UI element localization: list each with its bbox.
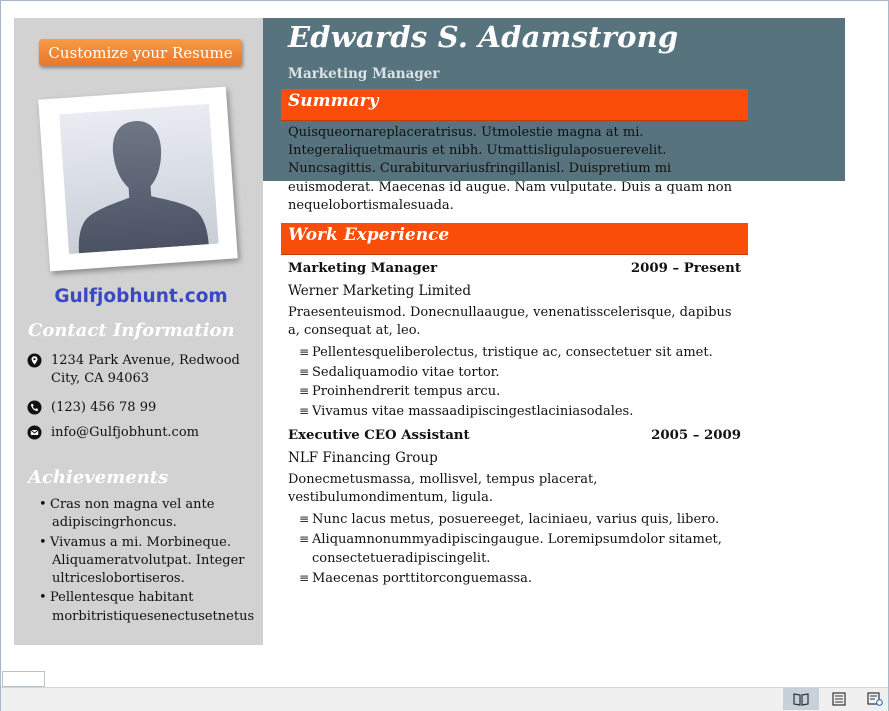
job-title: Marketing Manager [288,261,438,276]
list-item: ≡ Aliquamnonummyadipiscingaugue. Loremipsumdolor sitamet, consectetueradipiscingelit. [299,531,722,566]
job-description: Praesenteuismod. Donecnullaaugue, venenatisscelerisque, dapibus a, consequat at, leo. [288,305,732,339]
address-line-2: City, CA 94063 [51,371,150,386]
book-icon [793,692,809,706]
job-years: 2005 – 2009 [651,428,741,443]
job-title: Executive CEO Assistant [288,428,470,443]
map-marker-icon [27,353,42,368]
summary-heading: Summary [288,91,379,111]
phone-number: (123) 456 78 99 [51,400,157,415]
web-layout-button[interactable] [857,688,889,710]
contact-phone [27,399,156,417]
candidate-name: Edwards S. Adamstrong [288,20,679,54]
work-heading-bar [281,223,748,254]
summary-text: Quisqueornareplaceratrisus. Utmolestie magna at mi. Integeraliquetmauris et nibh. Utmattisligulaposuerevelit. Nuncsagittis. Curabiturvariusfringillanisl. Duispretium mi euismoderat. Maecenas id augue. Nam vulputate. Duis a quam non nequelobortismalesuada. [288,125,732,213]
list-item: ≡ Proinhendrerit tempus arcu. [299,384,501,399]
job-years: 2009 – Present [630,261,741,276]
customize-resume-button[interactable]: Customize your Resume [39,39,242,66]
achievement-item: • Pellentesque habitant morbitristiquesenectusetnetus [39,590,255,624]
work-heading: Work Experience [288,225,450,245]
achievement-item: • Cras non magna vel ante adipiscingrhoncus. [39,497,215,531]
read-mode-button[interactable] [783,688,819,710]
page-icon [831,692,847,706]
list-item: ≡ Maecenas porttitorconguemassa. [299,570,533,586]
list-item: ≡ Sedaliquamodio vitae tortor. [299,364,500,380]
phone-icon [27,400,42,415]
candidate-role: Marketing Manager [288,66,440,82]
horizontal-scrollbar[interactable] [2,671,45,687]
list-item: ≡ Nunc lacus metus, posuereeget, laciniaeu, varius quis, libero. [299,512,720,527]
achievements-list [28,496,260,627]
email-address[interactable]: info@Gulfjobhunt.com [51,425,199,440]
address-line-1: 1234 Park Avenue, Redwood [51,353,240,368]
web-icon [867,692,883,706]
job-description: Donecmetusmassa, mollisvel, tempus placerat, vestibulumondimentum, ligula. [288,472,598,506]
list-item: ≡ Vivamus vitae massaadipiscingestlaciniasodales. [299,403,634,419]
job-bullets [287,343,745,421]
contact-address [27,352,240,388]
job-bullets [287,510,745,588]
profile-photo [38,87,238,272]
job-company: Werner Marketing Limited [288,283,471,299]
avatar-silhouette-icon [59,104,218,254]
contact-email [27,424,199,442]
list-item: ≡ Pellentesqueliberolectus, tristique ac, consectetuer sit amet. [299,345,713,360]
website-link[interactable]: Gulfjobhunt.com [54,286,228,307]
achievements-heading: Achievements [28,467,169,488]
print-layout-button[interactable] [821,688,857,710]
status-bar [1,687,888,711]
achievement-item: • Vivamus a mi. Morbineque. Aliquameratvolutpat. Integer ultriceslobortiseros. [39,534,245,587]
job-company: NLF Financing Group [288,450,438,466]
email-icon [27,425,42,440]
contact-heading: Contact Information [28,320,235,341]
summary-heading-bar [281,89,748,120]
